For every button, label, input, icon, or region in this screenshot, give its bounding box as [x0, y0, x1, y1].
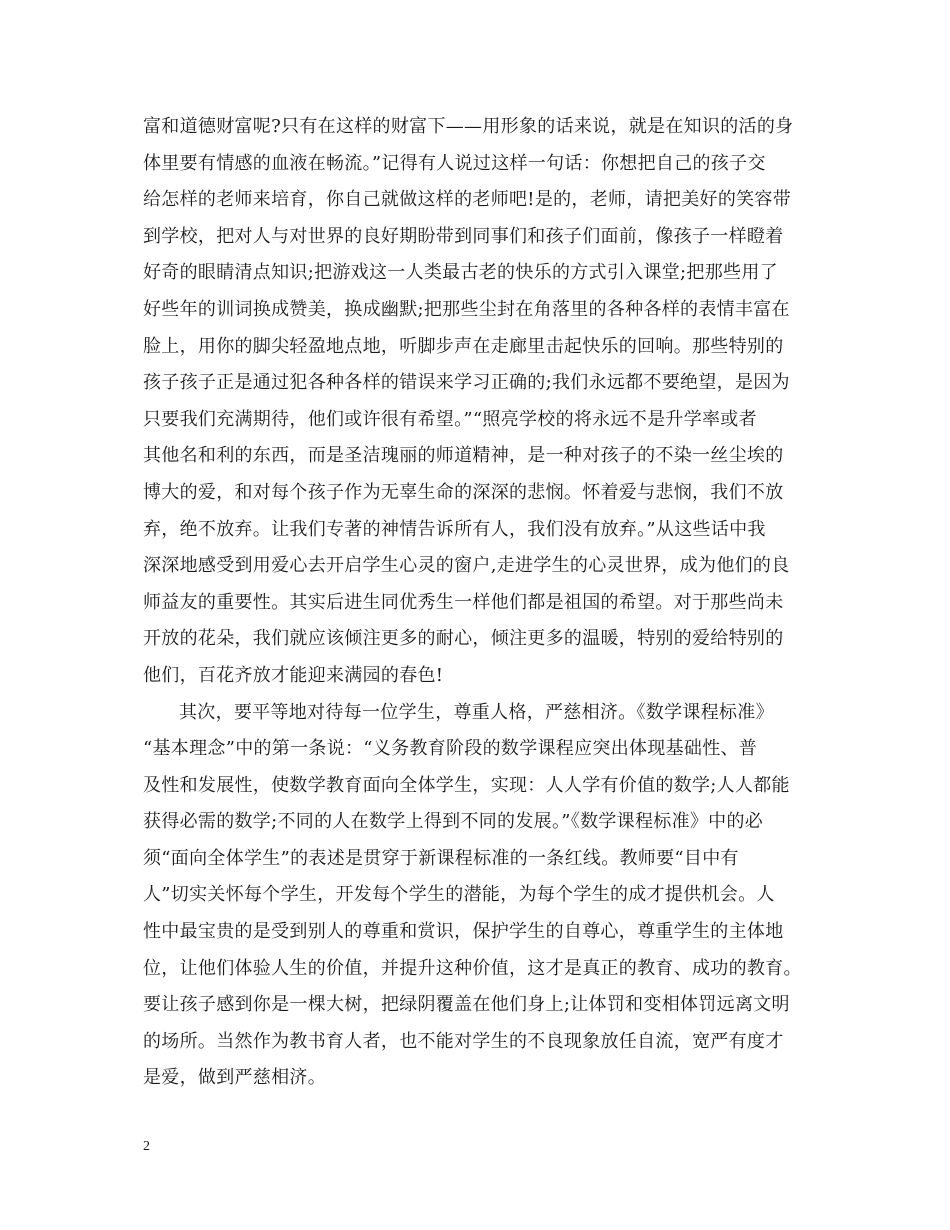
text-line: 师益友的重要性。其实后进生同优秀生一样他们都是祖国的希望。对于那些尚未	[143, 591, 784, 613]
text-line: 其次，要平等地对待每一位学生，尊重人格，严慈相济。《数学课程标准》	[179, 701, 774, 723]
text-line: 给怎样的老师来培育，你自己就做这样的老师吧!是的，老师，请把美好的笑容带	[143, 189, 792, 211]
text-line: 体里要有情感的血液在畅流。”记得有人说过这样一句话：你想把自己的孩子交	[143, 152, 766, 174]
text-line: 博大的爱，和对每个孩子作为无辜生命的深深的悲悯。怀着爱与悲悯，我们不放	[143, 481, 784, 503]
text-line: 富和道德财富呢?只有在这样的财富下——用形象的话来说，就是在知识的活的身	[143, 116, 794, 137]
text-line: 深深地感受到用爱心去开启学生心灵的窗户,走进学生的心灵世界，成为他们的良	[143, 555, 790, 577]
text-line: 位，让他们体验人生的价值，并提升这种价值，这才是真正的教育、成功的教育。	[143, 957, 802, 979]
text-line: 是爱，做到严慈相济。	[143, 1067, 326, 1089]
body-text	[143, 109, 823, 1097]
text-line: 只要我们充满期待，他们或许很有希望。”“照亮学校的将永远不是升学率或者	[143, 408, 757, 430]
text-line: 及性和发展性，使数学教育面向全体学生，实现：人人学有价值的数学;人人都能	[143, 774, 790, 796]
text-line: 他们，百花齐放才能迎来满园的春色!	[143, 664, 444, 686]
text-line: 脸上，用你的脚尖轻盈地点地，听脚步声在走廊里击起快乐的回响。那些特别的	[143, 335, 784, 357]
text-line: 到学校，把对人与对世界的良好期盼带到同事们和孩子们面前，像孩子一样瞪着	[143, 225, 784, 247]
text-line: 其他名和利的东西，而是圣洁瑰丽的师道精神，是一种对孩子的不染一丝尘埃的	[143, 445, 784, 467]
text-line: 孩子孩子正是通过犯各种各样的错误来学习正确的;我们永远都不要绝望，是因为	[143, 372, 790, 394]
text-line: 要让孩子感到你是一棵大树，把绿阴覆盖在他们身上;让体罚和变相体罚远离文明	[143, 994, 790, 1016]
text-line: 人”切实关怀每个学生，开发每个学生的潜能，为每个学生的成才提供机会。人	[143, 884, 775, 906]
text-line: “基本理念”中的第一条说：“义务教育阶段的数学课程应突出体现基础性、普	[143, 738, 758, 760]
text-line: 好奇的眼睛清点知识;把游戏这一人类最古老的快乐的方式引入课堂;把那些用了	[143, 262, 778, 284]
text-line: 弃，绝不放弃。让我们专著的神情告诉所有人，我们没有放弃。”从这些话中我	[143, 518, 766, 540]
page-number: 2	[143, 1139, 150, 1154]
text-line: 好些年的训词换成赞美，换成幽默;把那些尘封在角落里的各种各样的表情丰富在	[143, 298, 790, 320]
text-line: 须“面向全体学生”的表述是贯穿于新课程标准的一条红线。教师要“目中有	[143, 847, 739, 869]
text-line: 的场所。当然作为教书育人者，也不能对学生的不良现象放任自流，宽严有度才	[143, 1030, 784, 1052]
text-line: 开放的花朵，我们就应该倾注更多的耐心，倾注更多的温暖，特别的爱给特别的	[143, 628, 784, 650]
text-line: 获得必需的数学;不同的人在数学上得到不同的发展。”《数学课程标准》中的必	[143, 811, 764, 833]
text-line: 性中最宝贵的是受到别人的尊重和赏识，保护学生的自尊心，尊重学生的主体地	[143, 921, 784, 943]
